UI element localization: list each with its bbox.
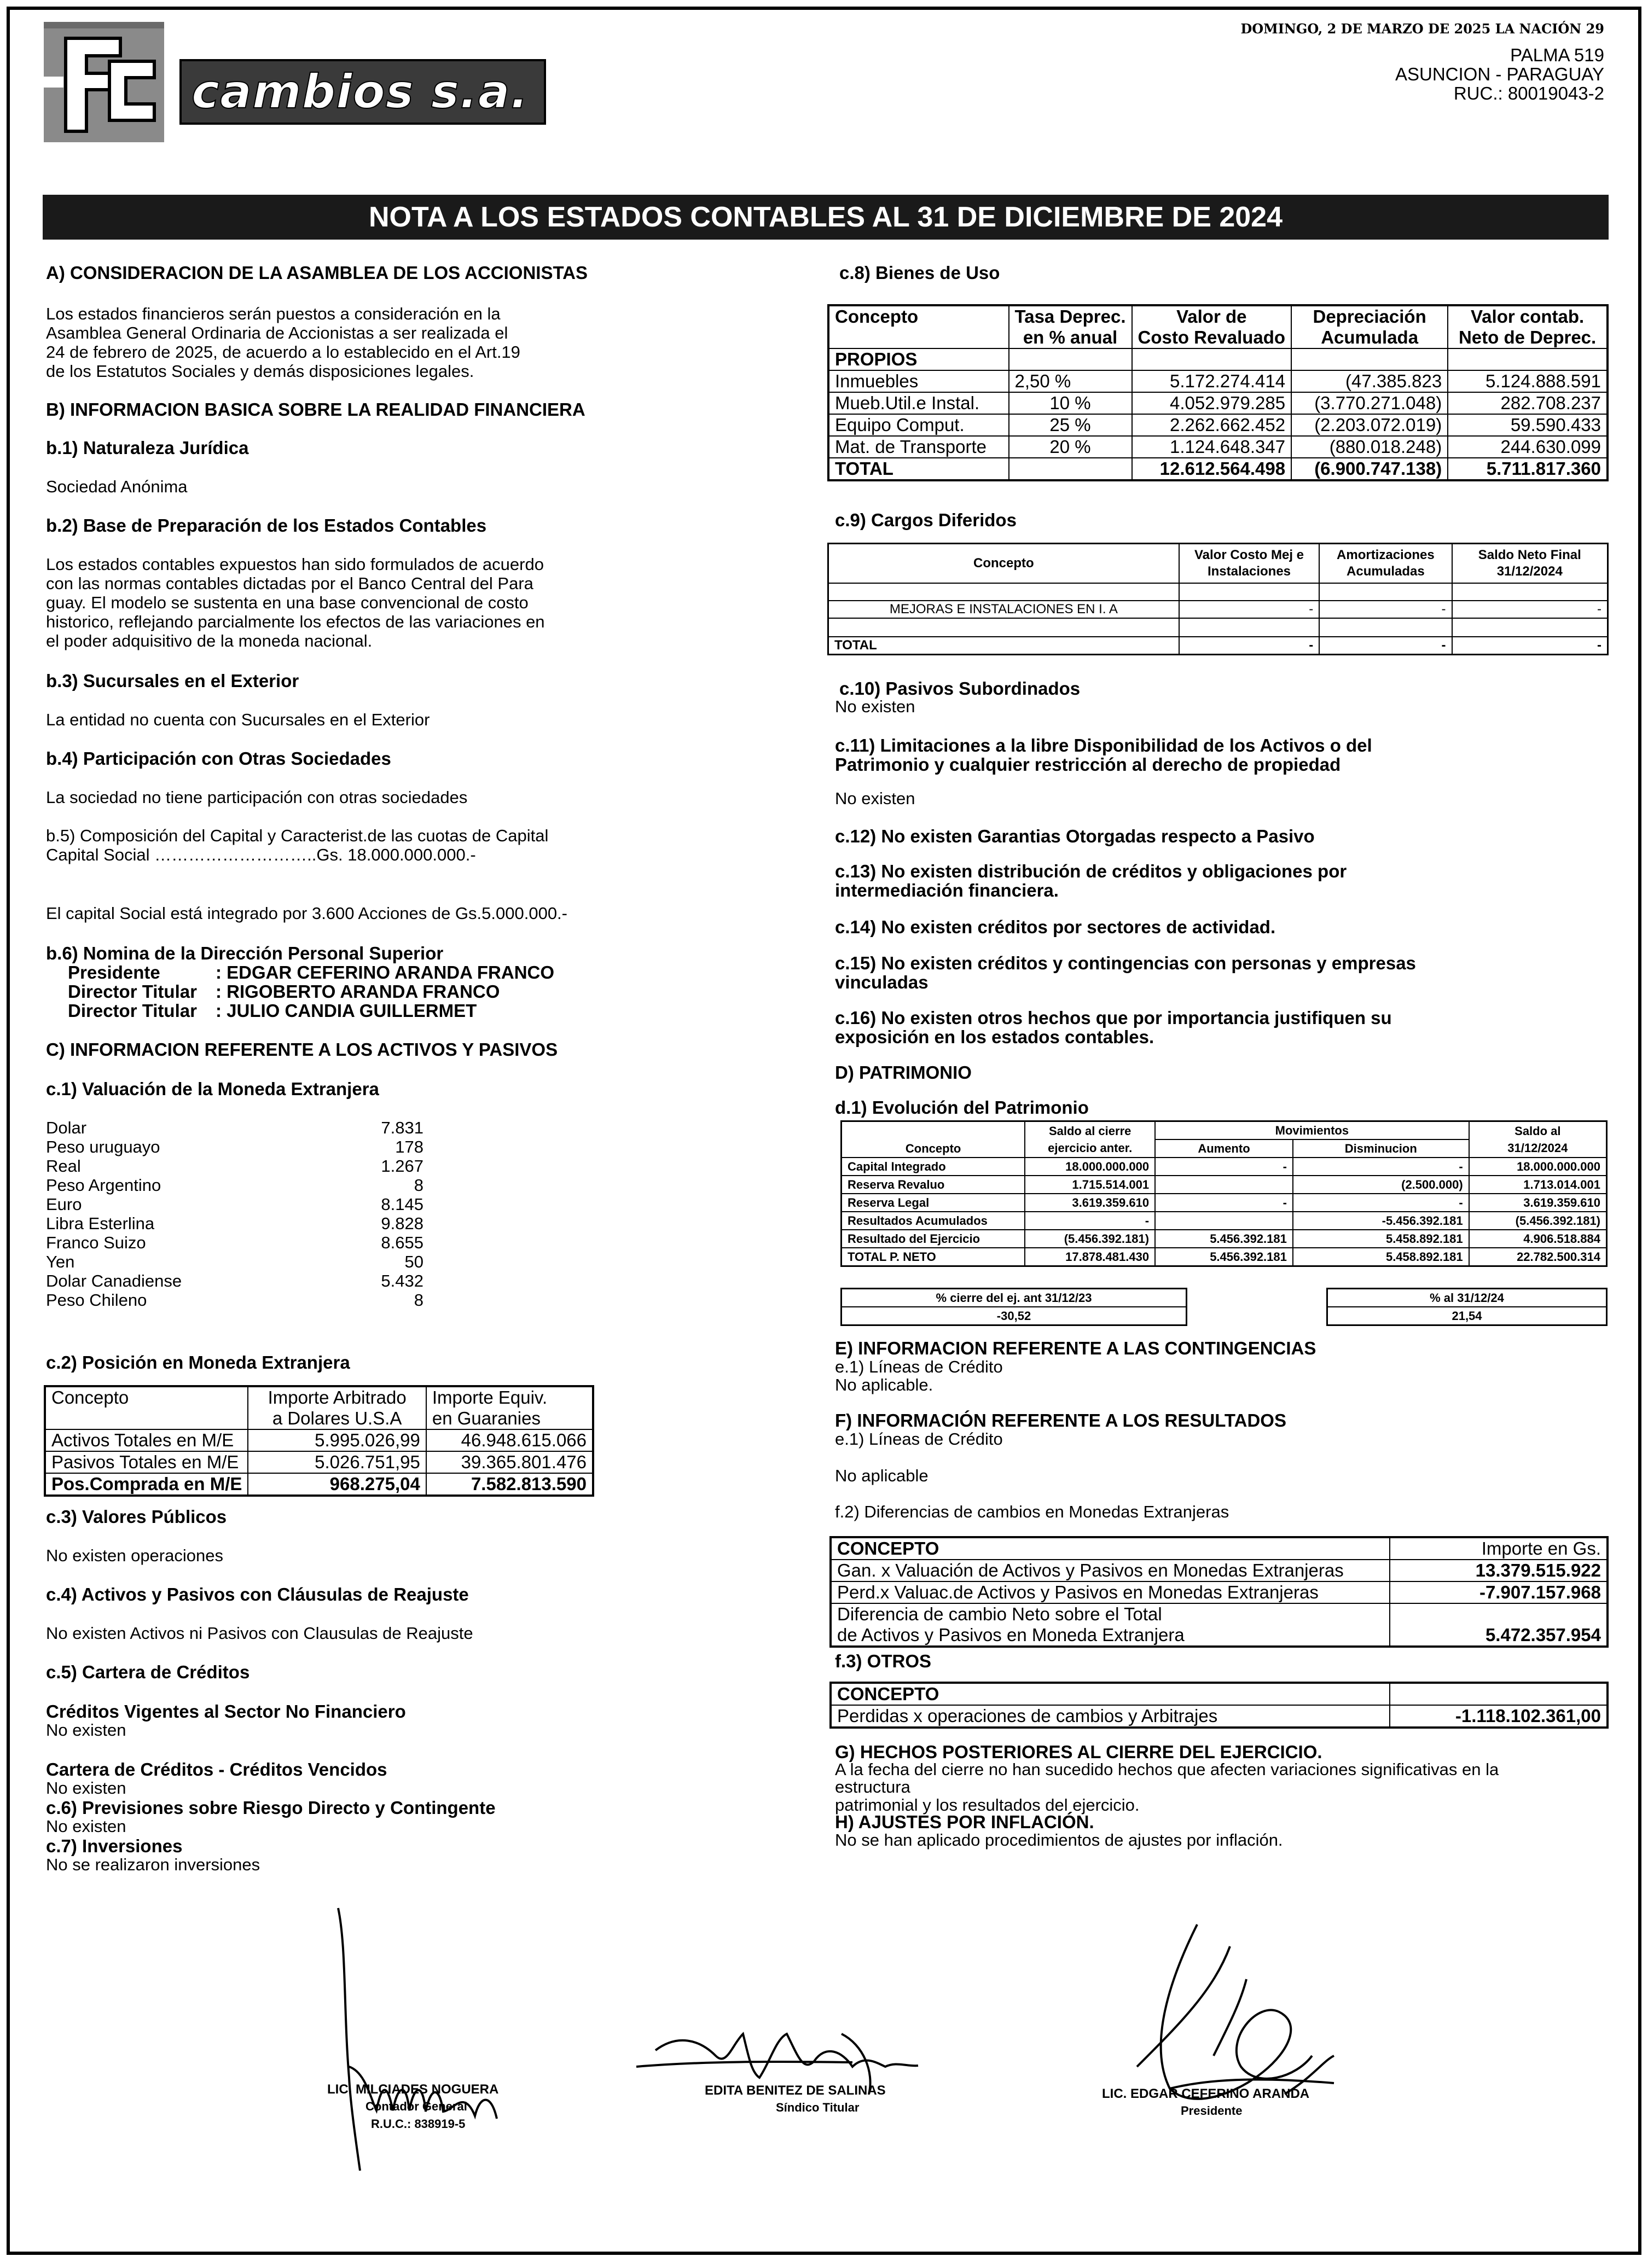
table-row — [828, 414, 1608, 436]
exchange-rate-row — [46, 1290, 423, 1310]
ruc-line: RUC.: 80019043-2 — [1453, 83, 1604, 103]
c3-title: c.3) Valores Públicos — [46, 1507, 227, 1527]
table-cell: 5.995.026,99 — [248, 1429, 426, 1451]
table-cell: 968.275,04 — [248, 1473, 426, 1496]
table-cell: Mat. de Transporte — [828, 436, 1009, 458]
c15-title-line: c.15) No existen créditos y contingencias con personas y empresas — [835, 953, 1416, 973]
table-cell: 4.906.518.884 — [1469, 1230, 1607, 1248]
exchange-rate-row — [46, 1195, 423, 1214]
table-cell: - — [1452, 637, 1608, 655]
table-group-label: PROPIOS — [828, 348, 1009, 370]
f1-value: No aplicable — [835, 1466, 929, 1485]
table-cell: - — [1293, 1158, 1469, 1176]
table-cell — [1009, 458, 1132, 480]
currency-rate: 8 — [414, 1176, 423, 1195]
f3-title: f.3) OTROS — [835, 1651, 932, 1671]
b5-capital-line: Capital Social ………………………..Gs. 18.000.000.000.- — [46, 845, 476, 864]
table-header: Concepto — [45, 1386, 248, 1429]
currency-name: Peso uruguayo — [46, 1137, 160, 1156]
table-header: Importe Equiv. en Guaranies — [426, 1386, 593, 1429]
section-c-title: C) INFORMACION REFERENTE A LOS ACTIVOS Y PASIVOS — [46, 1039, 558, 1060]
table-header: Disminucion — [1293, 1139, 1469, 1158]
c15-title-line: vinculadas — [835, 972, 929, 992]
table-cell: 5.456.392.181 — [1155, 1248, 1293, 1266]
b6-title: b.6) Nomina de la Dirección Personal Superior — [46, 943, 444, 963]
deferred-charges-table — [827, 543, 1609, 655]
b6-role: Presidente — [68, 962, 160, 982]
table-cell: Pasivos Totales en M/E — [45, 1451, 248, 1473]
currency-name: Dolar Canadiense — [46, 1271, 182, 1290]
table-header: Saldo al cierre ejercicio anter. — [1025, 1121, 1155, 1158]
c11-text: No existen — [835, 789, 915, 808]
signatory-ruc: R.U.C.: 838919-5 — [371, 2117, 466, 2131]
table-cell: (6.900.747.138) — [1291, 458, 1448, 480]
table-header: Concepto — [828, 305, 1009, 348]
c6-title: c.6) Previsiones sobre Riesgo Directo y Contingente — [46, 1798, 496, 1818]
table-total-row — [842, 1248, 1607, 1266]
b3-text: La entidad no cuenta con Sucursales en el Exterior — [46, 710, 430, 729]
section-g-title: G) HECHOS POSTERIORES AL CIERRE DEL EJERCICIO. — [835, 1742, 1322, 1762]
c1-title: c.1) Valuación de la Moneda Extranjera — [46, 1079, 379, 1099]
table-spacer-row — [828, 618, 1608, 637]
c4-title: c.4) Activos y Pasivos con Cláusulas de Reajuste — [46, 1584, 469, 1604]
table-cell: -1.118.102.361,00 — [1390, 1705, 1608, 1728]
currency-rate: 178 — [395, 1137, 423, 1156]
table-header: Concepto — [828, 544, 1179, 583]
page-title: NOTA A LOS ESTADOS CONTABLES AL 31 DE DICIEMBRE DE 2024 — [43, 195, 1609, 240]
table-cell: 5.458.892.181 — [1293, 1248, 1469, 1266]
table-cell: 46.948.615.066 — [426, 1429, 593, 1451]
c5-subtitle: Créditos Vigentes al Sector No Financiero — [46, 1701, 406, 1722]
currency-rate: 8.145 — [381, 1195, 423, 1214]
b5-line: b.5) Composición del Capital y Caracterist.de las cuotas de Capital — [46, 826, 549, 845]
c7-text: No se realizaron inversiones — [46, 1855, 260, 1874]
table-cell: 5.172.274.414 — [1132, 370, 1292, 392]
currency-rate: 7.831 — [381, 1118, 423, 1137]
table-cell: TOTAL P. NETO — [842, 1248, 1025, 1266]
exchange-rate-row — [46, 1176, 423, 1195]
signature-scribble — [316, 1903, 535, 2176]
table-total-row — [45, 1473, 593, 1496]
c16-title-line: exposición en los estados contables. — [835, 1027, 1154, 1047]
currency-name: Yen — [46, 1252, 75, 1271]
table-total-row — [828, 637, 1608, 655]
exchange-rate-row — [46, 1271, 423, 1290]
table-cell: 39.365.801.476 — [426, 1451, 593, 1473]
table-header: Aumento — [1155, 1139, 1293, 1158]
table-cell: 25 % — [1009, 414, 1132, 436]
section-a-title: A) CONSIDERACION DE LA ASAMBLEA DE LOS ACCIONISTAS — [46, 263, 588, 283]
table-row — [828, 436, 1608, 458]
table-header-row — [45, 1386, 593, 1429]
table-cell: 13.379.515.922 — [1390, 1560, 1608, 1581]
b6-role: Director Titular — [68, 1001, 197, 1021]
table-cell: -5.456.392.181 — [1293, 1212, 1469, 1230]
table-cell: (2.500.000) — [1293, 1176, 1469, 1194]
table-cell: - — [1319, 601, 1452, 618]
table-cell: 1.713.014.001 — [1469, 1176, 1607, 1194]
exchange-rate-row — [46, 1118, 423, 1137]
fixed-assets-table — [827, 304, 1609, 481]
table-cell: (880.018.248) — [1291, 436, 1448, 458]
table-cell: (3.770.271.048) — [1291, 392, 1448, 414]
section-a-text-line: 24 de febrero de 2025, de acuerdo a lo establecido en el Art.19 — [46, 342, 520, 362]
c2-title: c.2) Posición en Moneda Extranjera — [46, 1352, 350, 1373]
table-row — [842, 1307, 1187, 1325]
currency-rate: 50 — [404, 1252, 423, 1271]
table-cell: 5.124.888.591 — [1448, 370, 1608, 392]
table-cell: Gan. x Valuación de Activos y Pasivos en Monedas Extranjeras — [831, 1560, 1390, 1581]
signatory-role: Síndico Titular — [776, 2101, 860, 2114]
brand-name: cambios s.a. — [179, 59, 546, 125]
b4-title: b.4) Participación con Otras Sociedades — [46, 748, 391, 769]
currency-rate: 8.655 — [381, 1233, 423, 1252]
table-cell: 7.582.813.590 — [426, 1473, 593, 1496]
exchange-rate-row — [46, 1137, 423, 1156]
table-cell: 5.458.892.181 — [1293, 1230, 1469, 1248]
b2-text-line: guay. El modelo se sustenta en una base convencional de costo — [46, 593, 529, 612]
table-row — [842, 1176, 1607, 1194]
table-row — [828, 392, 1608, 414]
table-cell: 21,54 — [1327, 1307, 1607, 1325]
b3-title: b.3) Sucursales en el Exterior — [46, 671, 299, 691]
f1-text: e.1) Líneas de Crédito — [835, 1429, 1003, 1449]
newspaper-notice — [7, 7, 1641, 2255]
table-total-row — [831, 1603, 1608, 1647]
table-cell: Inmuebles — [828, 370, 1009, 392]
exchange-rate-list — [46, 1118, 423, 1310]
newspaper-edition-line: DOMINGO, 2 DE MARZO DE 2025 LA NACIÓN 29 — [1240, 21, 1604, 37]
c8-title: c.8) Bienes de Uso — [839, 263, 1000, 283]
d1-title: d.1) Evolución del Patrimonio — [835, 1097, 1089, 1118]
table-cell: Pos.Comprada en M/E — [45, 1473, 248, 1496]
table-cell: Perd.x Valuac.de Activos y Pasivos en Monedas Extranjeras — [831, 1581, 1390, 1603]
foreign-currency-position-table — [44, 1385, 594, 1497]
c14-title: c.14) No existen créditos por sectores de actividad. — [835, 917, 1276, 937]
table-header: Movimientos — [1155, 1121, 1469, 1140]
b6-role: Director Titular — [68, 981, 197, 1002]
section-e-title: E) INFORMACION REFERENTE A LAS CONTINGENCIAS — [835, 1338, 1316, 1358]
table-cell: 17.878.481.430 — [1025, 1248, 1155, 1266]
h-text: No se han aplicado procedimientos de ajustes por inflación. — [835, 1830, 1283, 1850]
other-results-table — [829, 1682, 1609, 1729]
table-header: % cierre del ej. ant 31/12/23 — [842, 1289, 1187, 1307]
section-h-title: H) AJUSTES POR INFLACIÓN. — [835, 1812, 1094, 1832]
table-cell: 1.124.648.347 — [1132, 436, 1292, 458]
b2-title: b.2) Base de Preparación de los Estados Contables — [46, 515, 487, 536]
c12-title: c.12) No existen Garantias Otorgadas respecto a Pasivo — [835, 826, 1315, 846]
equity-evolution-table — [840, 1120, 1608, 1267]
table-row — [45, 1451, 593, 1473]
table-cell: 18.000.000.000 — [1025, 1158, 1155, 1176]
exchange-rate-row — [46, 1214, 423, 1233]
table-cell: - — [1155, 1158, 1293, 1176]
table-cell: -7.907.157.968 — [1390, 1581, 1608, 1603]
table-cell: 3.619.359.610 — [1469, 1194, 1607, 1212]
currency-rate: 5.432 — [381, 1271, 423, 1290]
table-cell: 244.630.099 — [1448, 436, 1608, 458]
table-header: Concepto — [842, 1121, 1025, 1158]
currency-name: Euro — [46, 1195, 82, 1214]
table-cell: 4.052.979.285 — [1132, 392, 1292, 414]
table-cell: Diferencia de cambio Neto sobre el Total de Activos y Pasivos en Moneda Extranjera — [831, 1603, 1390, 1647]
table-cell: 18.000.000.000 — [1469, 1158, 1607, 1176]
table-row — [831, 1581, 1608, 1603]
c5-text: No existen — [46, 1778, 126, 1798]
exchange-rate-row — [46, 1252, 423, 1271]
table-header: Tasa Deprec. en % anual — [1009, 305, 1132, 348]
b5-shares-line: El capital Social está integrado por 3.600 Acciones de Gs.5.000.000.- — [46, 904, 567, 923]
table-cell: (47.385.823 — [1291, 370, 1448, 392]
table-cell: Equipo Comput. — [828, 414, 1009, 436]
table-header: Importe Arbitrado a Dolares U.S.A — [248, 1386, 426, 1429]
table-header-row — [828, 305, 1608, 348]
table-cell: - — [1155, 1194, 1293, 1212]
b6-person: : EDGAR CEFERINO ARANDA FRANCO — [216, 962, 555, 982]
table-row — [842, 1158, 1607, 1176]
table-cell: 20 % — [1009, 436, 1132, 458]
table-header-row — [1327, 1289, 1607, 1307]
table-cell: 22.782.500.314 — [1469, 1248, 1607, 1266]
currency-name: Libra Esterlina — [46, 1214, 155, 1233]
table-cell — [1155, 1176, 1293, 1194]
table-cell: - — [1179, 601, 1320, 618]
table-cell: 12.612.564.498 — [1132, 458, 1292, 480]
table-header-row — [831, 1683, 1608, 1705]
b1-text: Sociedad Anónima — [46, 477, 188, 496]
table-cell: (5.456.392.181) — [1469, 1212, 1607, 1230]
b2-text-line: historico, reflejando parcialmente los efectos de las variaciones en — [46, 612, 545, 631]
table-cell: 2.262.662.452 — [1132, 414, 1292, 436]
currency-name: Peso Argentino — [46, 1176, 161, 1195]
section-a-text-line: Los estados financieros serán puestos a consideración en la — [46, 304, 501, 323]
b2-text-line: Los estados contables expuestos han sido formulados de acuerdo — [46, 555, 544, 574]
table-header: Depreciación Acumulada — [1291, 305, 1448, 348]
table-cell: Resultados Acumulados — [842, 1212, 1025, 1230]
table-group-row — [828, 348, 1608, 370]
address-line: PALMA 519 — [1510, 45, 1604, 65]
c11-title-line: c.11) Limitaciones a la libre Disponibilidad de los Activos o del — [835, 735, 1372, 755]
table-header-row — [831, 1537, 1608, 1560]
currency-name: Dolar — [46, 1118, 87, 1137]
table-header: CONCEPTO — [831, 1537, 1390, 1560]
exchange-rate-row — [46, 1233, 423, 1252]
table-total-row — [828, 458, 1608, 480]
b4-text: La sociedad no tiene participación con otras sociedades — [46, 788, 468, 807]
table-cell: 5.026.751,95 — [248, 1451, 426, 1473]
table-cell: MEJORAS E INSTALACIONES EN I. A — [828, 601, 1179, 618]
f2-text: f.2) Diferencias de cambios en Monedas Extranjeras — [835, 1502, 1229, 1521]
table-row — [831, 1560, 1608, 1581]
table-cell: Activos Totales en M/E — [45, 1429, 248, 1451]
exchange-differences-table — [829, 1536, 1609, 1648]
company-logo — [44, 22, 164, 142]
b6-person: : JULIO CANDIA GUILLERMET — [216, 1001, 477, 1021]
table-header: Amortizaciones Acumuladas — [1319, 544, 1452, 583]
e1-text: e.1) Líneas de Crédito — [835, 1357, 1003, 1376]
table-cell: -30,52 — [842, 1307, 1187, 1325]
table-cell: Perdidas x operaciones de cambios y Arbitrajes — [831, 1705, 1390, 1728]
equity-pct-prev-table — [840, 1288, 1187, 1326]
table-header-row — [842, 1289, 1187, 1307]
table-row — [831, 1705, 1608, 1728]
table-cell: Reserva Revaluo — [842, 1176, 1025, 1194]
table-header: Saldo Neto Final 31/12/2024 — [1452, 544, 1608, 583]
c5-text: No existen — [46, 1720, 126, 1740]
c5-title: c.5) Cartera de Créditos — [46, 1662, 250, 1682]
c13-title-line: c.13) No existen distribución de créditos y obligaciones por — [835, 861, 1347, 881]
table-row — [828, 601, 1608, 618]
table-row — [1327, 1307, 1607, 1325]
exchange-rate-row — [46, 1156, 423, 1176]
table-cell: 1.715.514.001 — [1025, 1176, 1155, 1194]
b2-text-line: con las normas contables dictadas por el Banco Central del Para — [46, 574, 533, 593]
signatory-name: EDITA BENITEZ DE SALINAS — [705, 2083, 886, 2098]
table-header-row — [828, 544, 1608, 583]
c16-title-line: c.16) No existen otros hechos que por importancia justifiquen su — [835, 1008, 1392, 1028]
table-spacer-row — [828, 583, 1608, 601]
currency-rate: 1.267 — [381, 1156, 423, 1176]
currency-name: Peso Chileno — [46, 1290, 147, 1310]
c11-title-line: Patrimonio y cualquier restricción al derecho de propiedad — [835, 754, 1341, 775]
table-header: Valor de Costo Revaluado — [1132, 305, 1292, 348]
c5-subtitle: Cartera de Créditos - Créditos Vencidos — [46, 1759, 387, 1779]
table-header: % al 31/12/24 — [1327, 1289, 1607, 1307]
table-cell: TOTAL — [828, 458, 1009, 480]
table-row — [45, 1429, 593, 1451]
table-cell: Resultado del Ejercicio — [842, 1230, 1025, 1248]
section-a-text-line: de los Estatutos Sociales y demás disposiciones legales. — [46, 362, 474, 381]
c6-text: No existen — [46, 1817, 126, 1836]
signatory-role: Contador General — [365, 2100, 467, 2113]
c9-title: c.9) Cargos Diferidos — [835, 510, 1017, 530]
table-cell: 3.619.359.610 — [1025, 1194, 1155, 1212]
table-header: Valor Costo Mej e Instalaciones — [1179, 544, 1320, 583]
table-cell: 282.708.237 — [1448, 392, 1608, 414]
table-row — [828, 370, 1608, 392]
currency-name: Franco Suizo — [46, 1233, 146, 1252]
section-d-title: D) PATRIMONIO — [835, 1062, 972, 1083]
b1-title: b.1) Naturaleza Jurídica — [46, 438, 249, 458]
b2-text-line: el poder adquisitivo de la moneda nacional. — [46, 631, 373, 650]
table-row — [842, 1212, 1607, 1230]
signatory-name: LIC. EDGAR CEFERINO ARANDA — [1102, 2086, 1310, 2101]
table-header: Importe en Gs. — [1390, 1537, 1608, 1560]
currency-rate: 8 — [414, 1290, 423, 1310]
e1-value: No aplicable. — [835, 1375, 933, 1394]
table-cell: - — [1452, 601, 1608, 618]
table-header-row — [842, 1121, 1607, 1140]
g-text-line: estructura — [835, 1777, 910, 1796]
table-cell: Reserva Legal — [842, 1194, 1025, 1212]
currency-rate: 9.828 — [381, 1214, 423, 1233]
signatory-role: Presidente — [1181, 2104, 1243, 2118]
table-cell: 2,50 % — [1009, 370, 1132, 392]
g-text-line: A la fecha del cierre no han sucedido hechos que afecten variaciones significativas en la — [835, 1760, 1499, 1779]
section-b-title: B) INFORMACION BASICA SOBRE LA REALIDAD FINANCIERA — [46, 399, 585, 420]
table-header: Valor contab. Neto de Deprec. — [1448, 305, 1608, 348]
c10-text: No existen — [835, 697, 915, 716]
table-cell — [1155, 1212, 1293, 1230]
signatory-name: LIC. MILCIADES NOGUERA — [327, 2082, 499, 2097]
table-cell: - — [1293, 1194, 1469, 1212]
table-cell: - — [1025, 1212, 1155, 1230]
table-cell: 5.711.817.360 — [1448, 458, 1608, 480]
equity-pct-current-table — [1326, 1288, 1608, 1326]
c13-title-line: intermediación financiera. — [835, 880, 1059, 900]
table-cell: 5.456.392.181 — [1155, 1230, 1293, 1248]
table-cell: 59.590.433 — [1448, 414, 1608, 436]
c3-text: No existen operaciones — [46, 1546, 223, 1565]
address-line: ASUNCION - PARAGUAY — [1395, 64, 1604, 84]
section-f-title: F) INFORMACIÓN REFERENTE A LOS RESULTADOS — [835, 1410, 1286, 1430]
table-header: CONCEPTO — [831, 1683, 1390, 1705]
b6-person: : RIGOBERTO ARANDA FRANCO — [216, 981, 500, 1002]
table-cell: - — [1179, 637, 1320, 655]
table-cell: Mueb.Util.e Instal. — [828, 392, 1009, 414]
table-cell: (2.203.072.019) — [1291, 414, 1448, 436]
c4-text: No existen Activos ni Pasivos con Clausulas de Reajuste — [46, 1624, 473, 1643]
table-cell: 5.472.357.954 — [1390, 1603, 1608, 1647]
g-text-line: patrimonial y los resultados del ejercicio. — [835, 1795, 1140, 1815]
c10-title: c.10) Pasivos Subordinados — [839, 678, 1081, 699]
table-row — [842, 1230, 1607, 1248]
table-header: Saldo al 31/12/2024 — [1469, 1121, 1607, 1158]
c7-title: c.7) Inversiones — [46, 1836, 183, 1856]
table-cell: TOTAL — [828, 637, 1179, 655]
table-cell: 10 % — [1009, 392, 1132, 414]
table-cell: (5.456.392.181) — [1025, 1230, 1155, 1248]
table-cell: - — [1319, 637, 1452, 655]
table-cell: Capital Integrado — [842, 1158, 1025, 1176]
table-row — [842, 1194, 1607, 1212]
section-a-text-line: Asamblea General Ordinaria de Accionistas a ser realizada el — [46, 323, 508, 342]
currency-name: Real — [46, 1156, 81, 1176]
